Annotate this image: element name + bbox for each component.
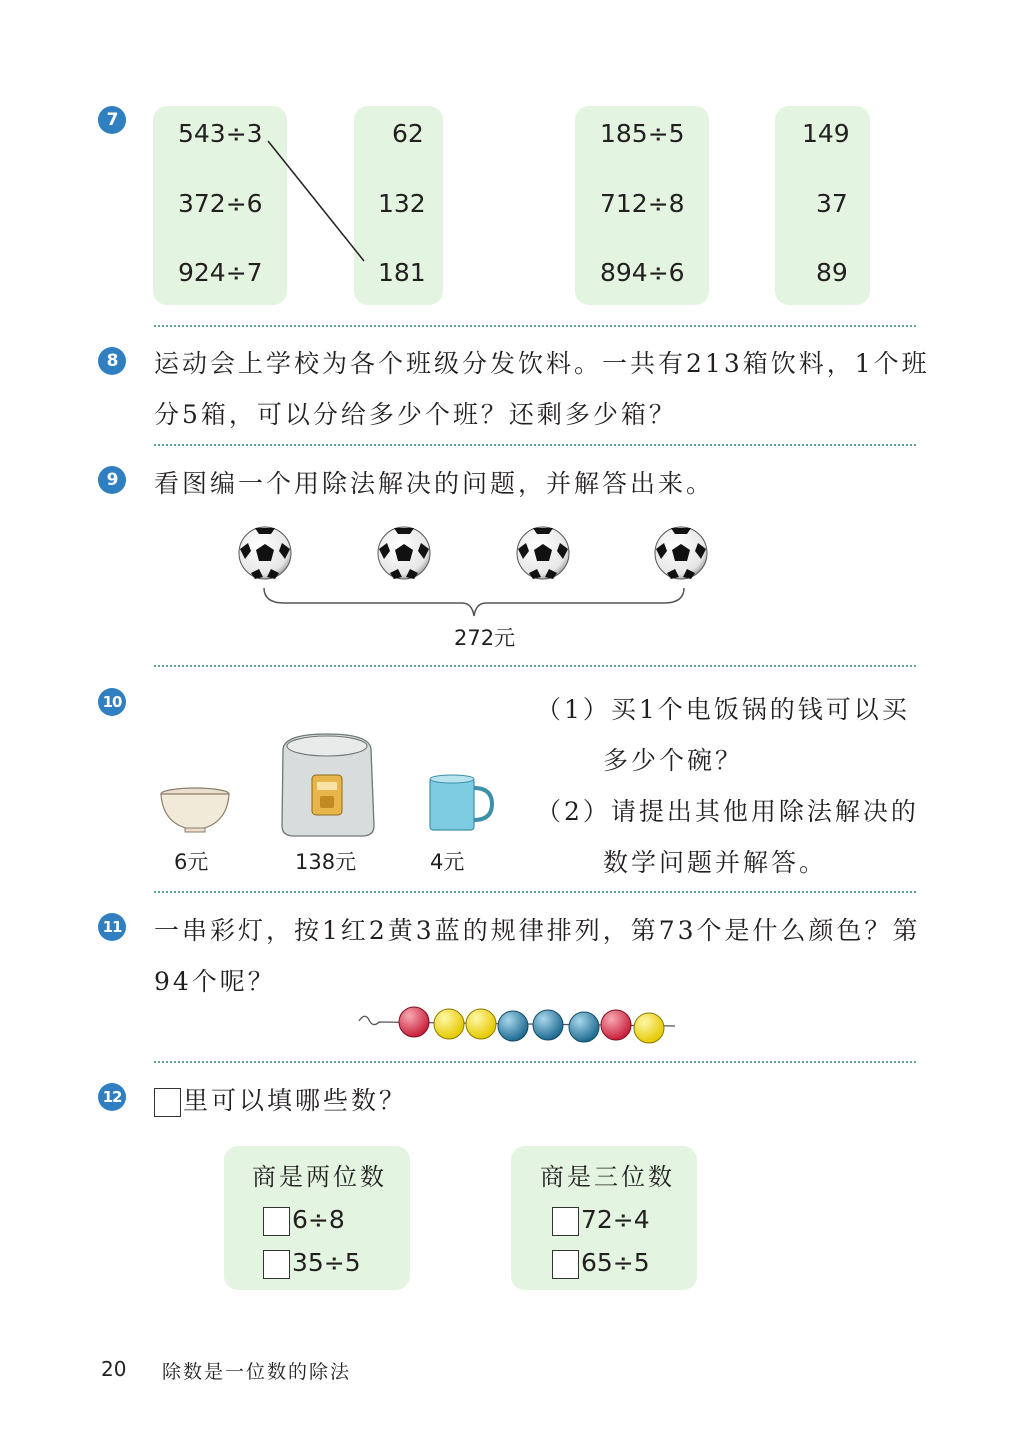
- rice-cooker-icon: [282, 734, 374, 836]
- football-icon: [239, 527, 291, 579]
- bowl-icon: [161, 788, 229, 832]
- red-light-icon: [399, 1007, 429, 1037]
- cup-icon: [430, 775, 492, 830]
- cup-price: 4元: [430, 850, 465, 874]
- question-number-badge: 10: [98, 688, 126, 716]
- answer: 132: [378, 189, 426, 218]
- sub-question-text: （2）请提出其他用除法解决的: [536, 797, 919, 826]
- division-item: 72÷4: [552, 1205, 650, 1236]
- bowl-price: 6元: [174, 850, 209, 874]
- sub-question-text: 多少个碗？: [603, 746, 744, 775]
- question-number-badge: 9: [98, 466, 126, 494]
- divider: [154, 891, 916, 893]
- question-number-badge: 12: [98, 1083, 126, 1111]
- division-item: 6÷8: [263, 1205, 345, 1236]
- question-number-badge: 8: [98, 347, 126, 375]
- blank-box[interactable]: [263, 1207, 290, 1236]
- lights-string: [355, 1000, 685, 1050]
- question-text: 分5箱，可以分给多少个班？还剩多少箱？: [154, 400, 677, 429]
- sub-question-text: （1）买1个电饭锅的钱可以买: [536, 695, 910, 724]
- blue-light-icon: [498, 1011, 528, 1041]
- expression: 712÷8: [600, 189, 685, 218]
- question-number-badge: 7: [98, 106, 126, 134]
- division-item: 35÷5: [263, 1248, 361, 1279]
- blank-box[interactable]: [263, 1250, 290, 1279]
- football-icon: [517, 527, 569, 579]
- total-price-label: 272元: [454, 626, 516, 650]
- total-brace: [264, 588, 684, 616]
- division-item: 65÷5: [552, 1248, 650, 1279]
- expression: 185÷5: [600, 119, 685, 148]
- blank-box[interactable]: [552, 1250, 579, 1279]
- question-number-badge: 11: [98, 913, 126, 941]
- answer: 181: [378, 258, 426, 287]
- box-title: 商是两位数: [252, 1163, 387, 1191]
- chapter-title: 除数是一位数的除法: [162, 1361, 352, 1383]
- expression: 924÷7: [178, 258, 263, 287]
- page-number: 20: [101, 1357, 127, 1381]
- question-text-label: 里可以填哪些数？: [183, 1086, 408, 1115]
- answer: 62: [392, 119, 424, 148]
- answer: 149: [802, 119, 850, 148]
- blank-box[interactable]: [552, 1207, 579, 1236]
- box-title: 商是三位数: [540, 1163, 675, 1191]
- question-text: 一串彩灯，按1红2黄3蓝的规律排列，第73个是什么颜色？第: [154, 916, 921, 945]
- expression: 894÷6: [600, 258, 685, 287]
- item-illustrations: [150, 730, 520, 840]
- expression: 543÷3: [178, 119, 263, 148]
- blue-light-icon: [533, 1010, 563, 1040]
- question-text: 94个呢？: [154, 967, 276, 996]
- divider: [154, 665, 916, 667]
- yellow-light-icon: [634, 1013, 664, 1043]
- question-text: 运动会上学校为各个班级分发饮料。一共有213箱饮料，1个班: [154, 349, 930, 378]
- blank-box[interactable]: [154, 1088, 181, 1117]
- blue-light-icon: [569, 1012, 599, 1042]
- yellow-light-icon: [466, 1009, 496, 1039]
- divider: [154, 1061, 916, 1063]
- answer: 37: [816, 189, 848, 218]
- question-text: [154, 1081, 407, 1117]
- yellow-light-icon: [434, 1009, 464, 1039]
- red-light-icon: [601, 1010, 631, 1040]
- football-icon: [378, 527, 430, 579]
- answer: 89: [816, 258, 848, 287]
- rice-cooker-price: 138元: [295, 850, 357, 874]
- football-icon: [655, 527, 707, 579]
- question-text: 看图编一个用除法解决的问题，并解答出来。: [154, 469, 715, 498]
- sub-question-text: 数学问题并解答。: [603, 848, 828, 877]
- football-group: [0, 0, 1024, 700]
- expression: 372÷6: [178, 189, 263, 218]
